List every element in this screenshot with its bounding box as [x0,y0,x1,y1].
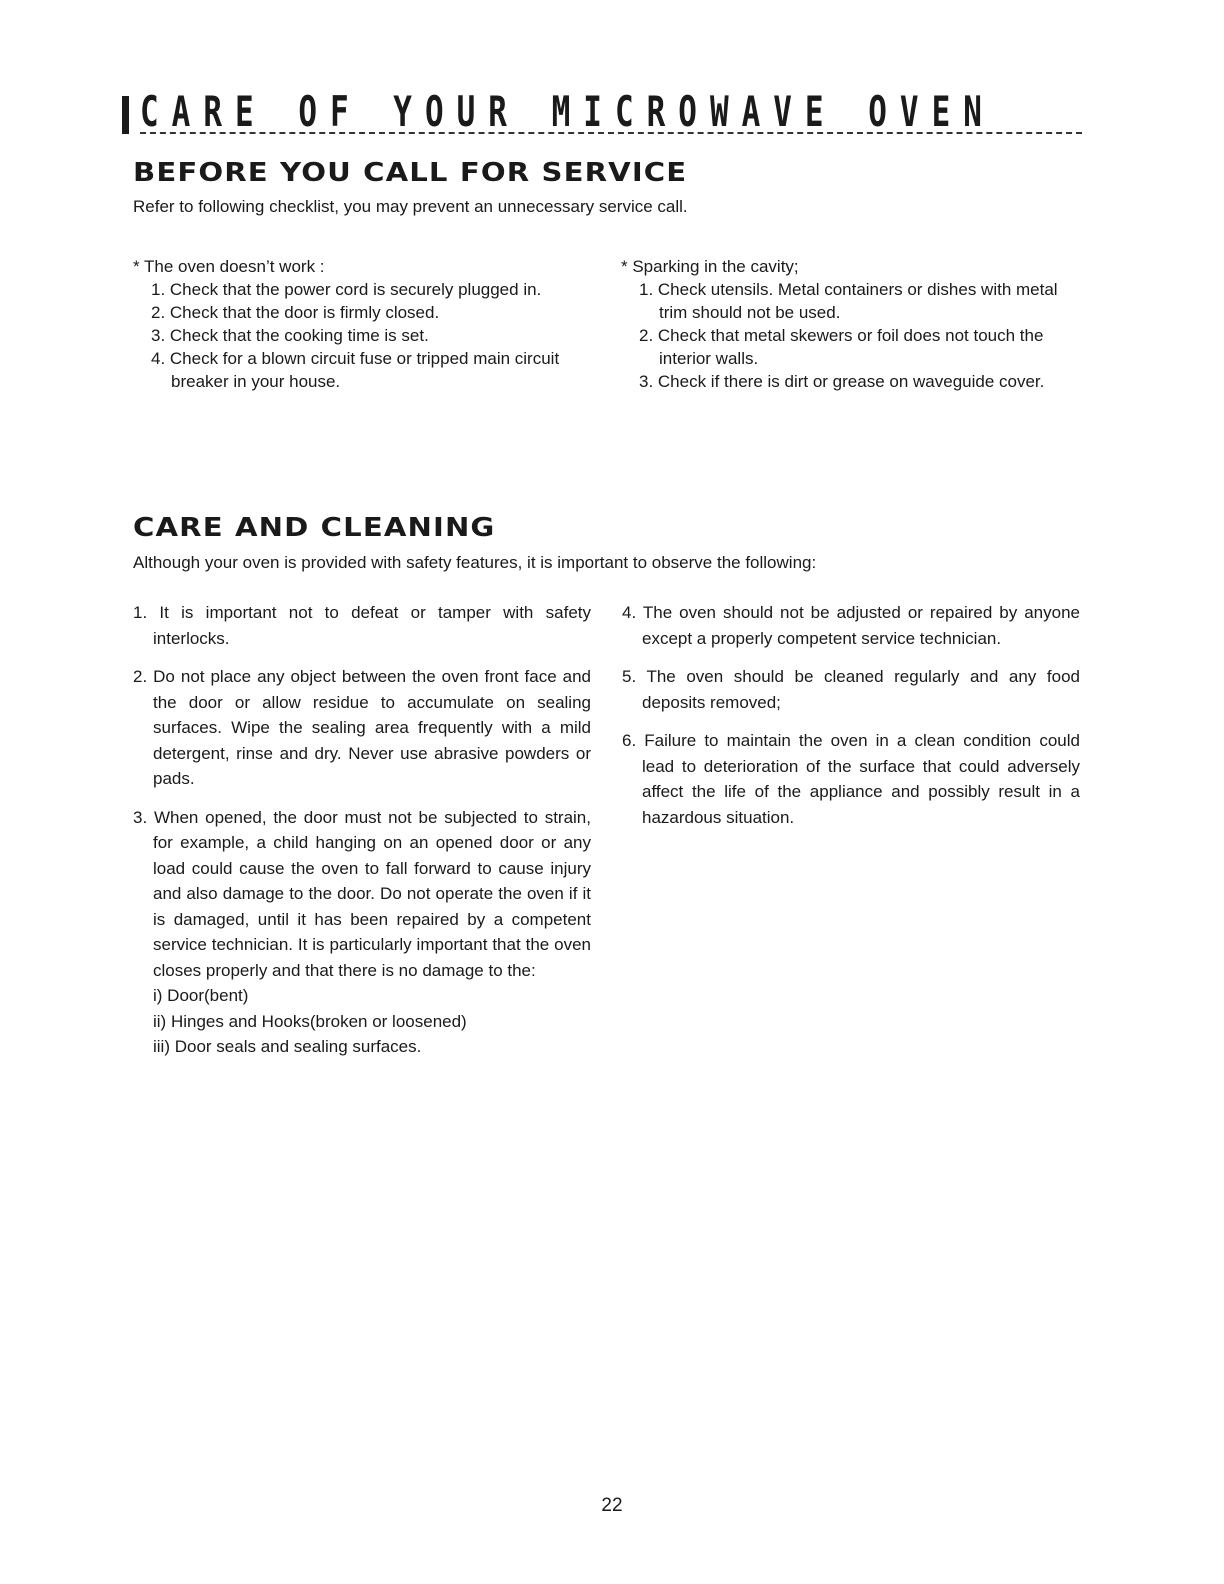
list-item: 1. It is important not to defeat or tamper with safety interlocks. [133,603,591,648]
care-left-column [133,600,591,1060]
list-item: 4. Check for a blown circuit fuse or tripped main circuit breaker in your house. [151,349,560,391]
care-section-title: CARE AND CLEANING [133,513,496,543]
list-item: 6. Failure to maintain the oven in a clean condition could lead to deterioration of the surface that could adversely affect the life of the appliance and possibly result in a hazardous situation. [622,731,1080,827]
service-right-column [621,255,1083,393]
list-item: 4. The oven should not be adjusted or repaired by anyone except a properly competent service technician. [622,603,1080,648]
service-left-column [133,255,593,393]
list-item: 2. Check that metal skewers or foil does not touch the interior walls. [639,326,1044,368]
list-item: 2. Do not place any object between the oven front face and the door or allow residue to accumulate on sealing surfaces. Wipe the sealing area frequently with a mild detergent, rinse and dry. Never use abrasive powders or pads. [133,667,591,788]
list-item: 3. When opened, the door must not be subjected to strain, for example, a child hanging on an opened door or any load could cause the oven to fall forward to cause injury and also damage to the door. Do not operate the oven if it is damaged, until it has been repaired by a competent service technician. It is particularly important that the oven closes properly and that there is no damage to the: [133,807,591,980]
header-dashed-rule [140,132,1082,134]
service-right-heading: * Sparking in the cavity; [621,257,799,276]
sub-list-item: ii) Hinges and Hooks(broken or loosened) [153,1011,467,1031]
service-left-heading: * The oven doesn’t work : [133,257,325,276]
service-intro: Refer to following checklist, you may prevent an unnecessary service call. [133,197,688,216]
service-section-title: BEFORE YOU CALL FOR SERVICE [133,158,688,188]
list-item: 1. Check that the power cord is securely plugged in. [151,280,542,299]
list-item: 3. Check if there is dirt or grease on waveguide cover. [639,372,1045,391]
list-item: 5. The oven should be cleaned regularly and any food deposits removed; [622,667,1080,712]
list-item: 3. Check that the cooking time is set. [151,326,429,345]
page-header [122,87,1082,140]
care-right-column [622,600,1080,843]
list-item: 1. Check utensils. Metal containers or dishes with metal trim should not be used. [639,280,1058,322]
sub-list-item: i) Door(bent) [153,986,249,1005]
list-item: 2. Check that the door is firmly closed. [151,303,440,322]
header-title: CARE OF YOUR MICROWAVE OVEN [140,87,995,137]
care-intro: Although your oven is provided with safety features, it is important to observe the following: [133,553,817,572]
sub-list-item: iii) Door seals and sealing surfaces. [153,1037,422,1056]
page-number: 22 [601,1495,623,1516]
header-bar [122,96,129,134]
